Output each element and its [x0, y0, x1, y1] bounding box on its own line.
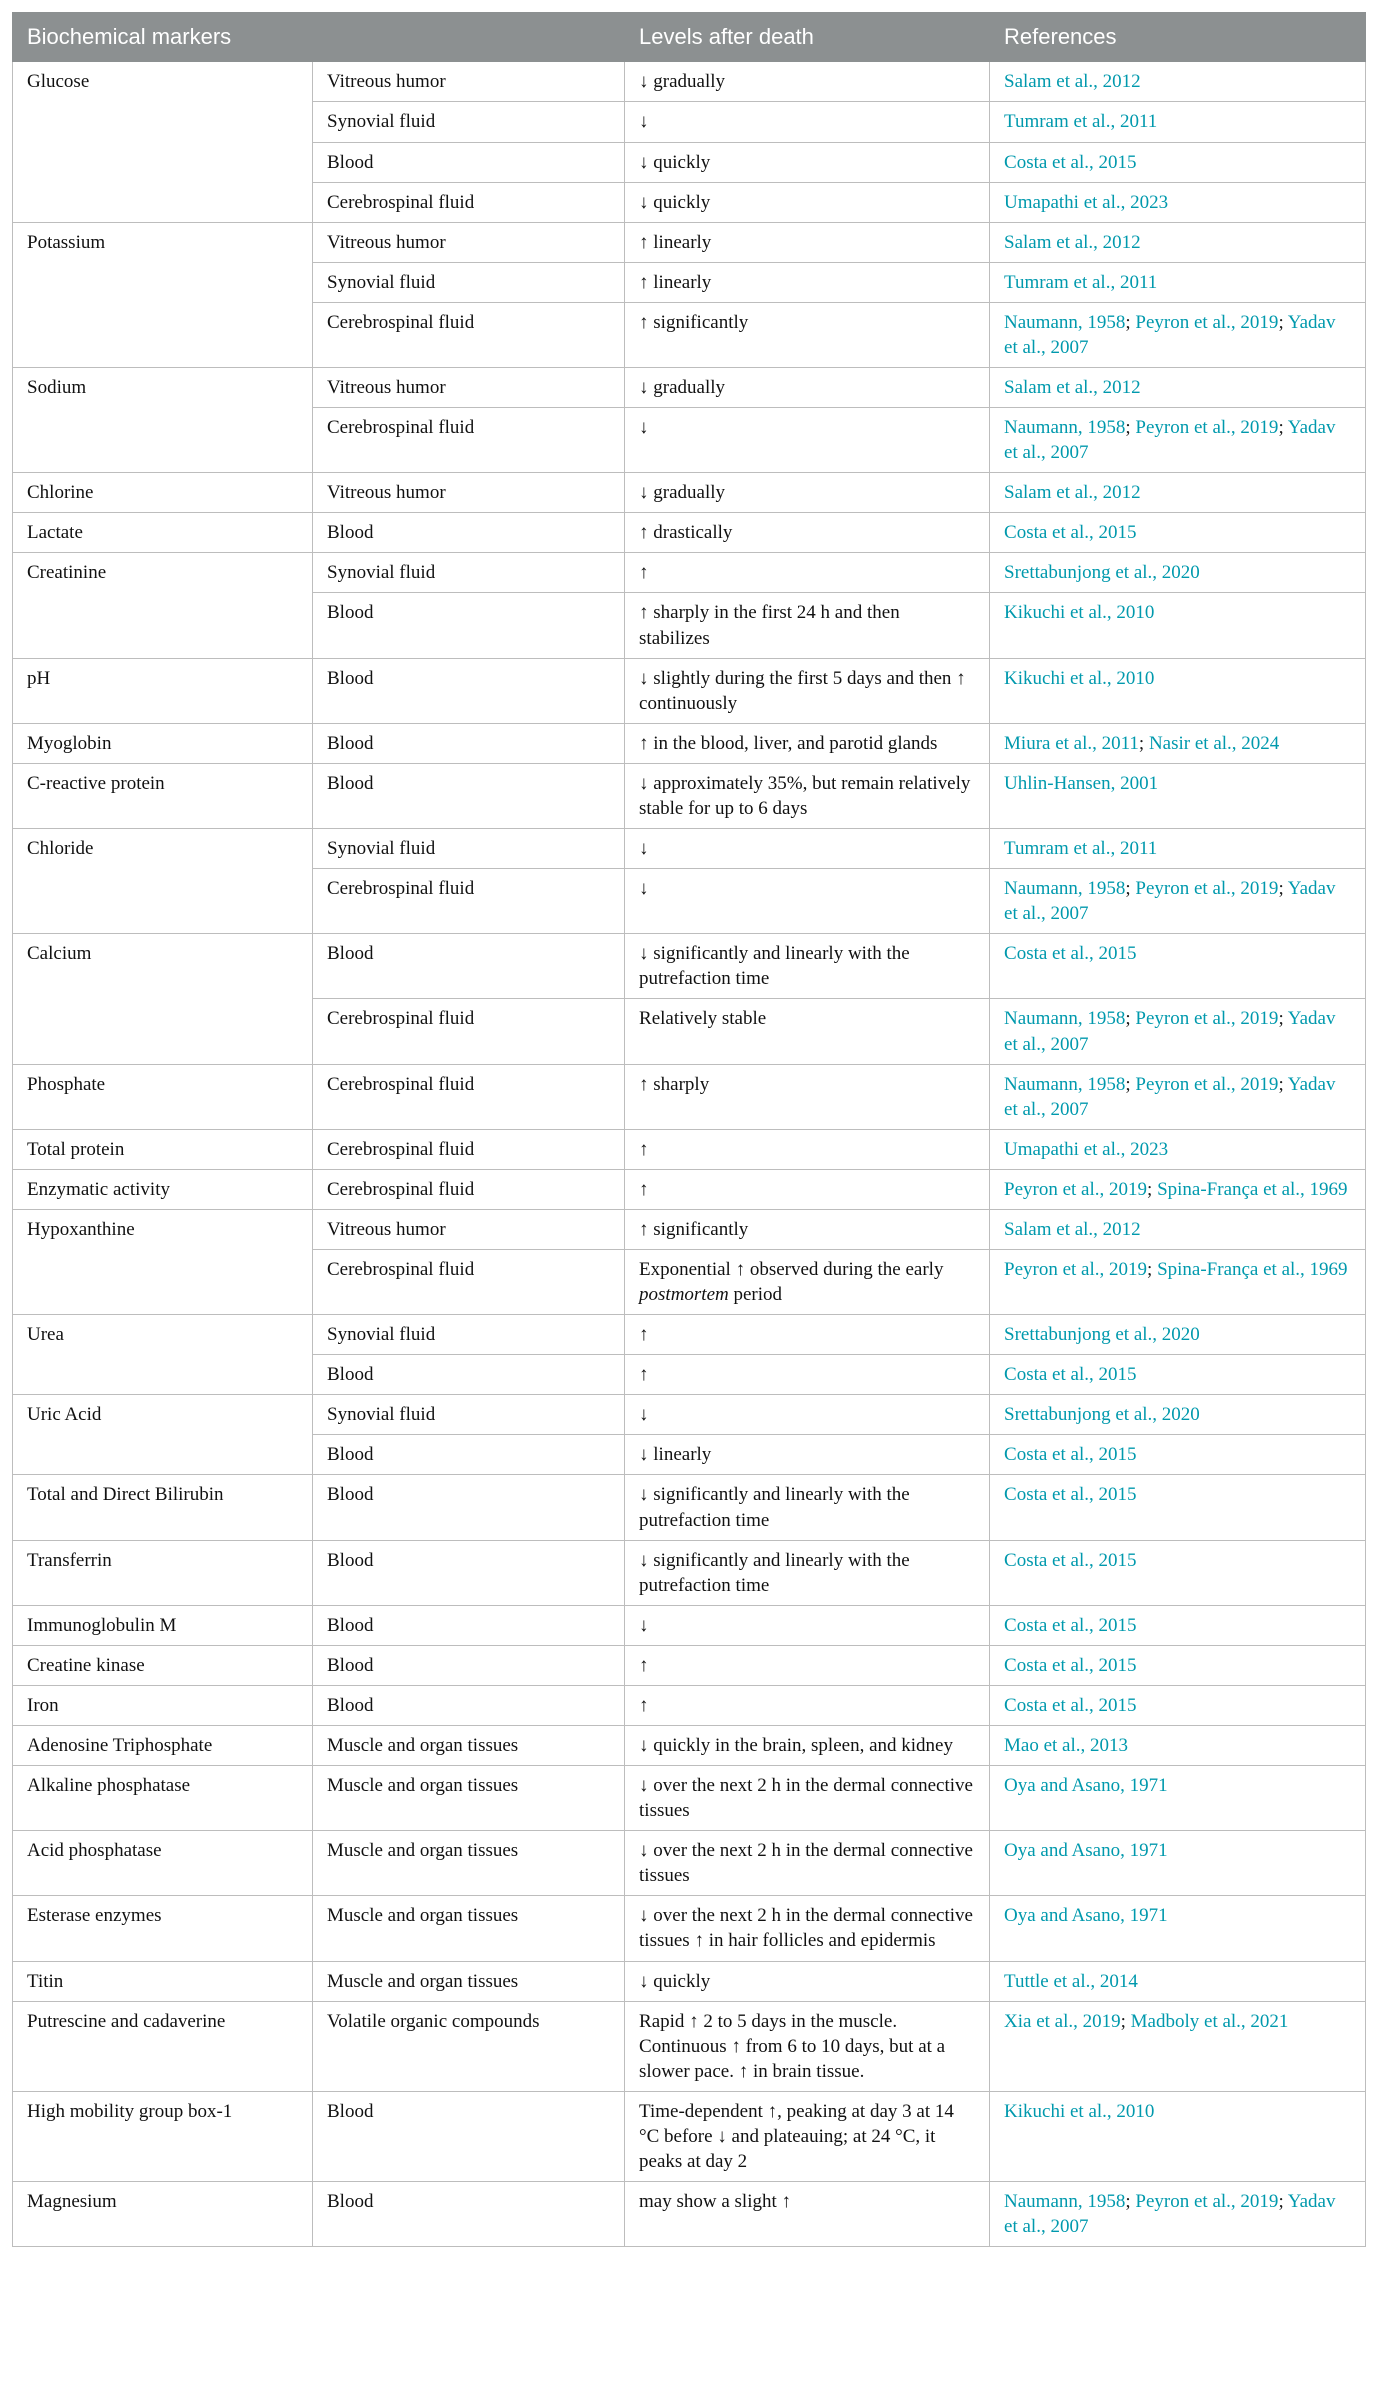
reference-link[interactable]: Peyron et al., 2019 — [1135, 311, 1279, 333]
reference-link[interactable]: Yadav et al., 2007 — [1004, 417, 1336, 464]
level-cell: ↑ — [625, 1355, 990, 1395]
reference-link[interactable]: Naumann, 1958 — [1004, 2191, 1126, 2213]
level-cell: ↓ — [625, 1605, 990, 1645]
table-row — [13, 1169, 1366, 1209]
level-cell — [625, 1249, 990, 1314]
reference-link[interactable]: Peyron et al., 2019 — [1135, 2191, 1279, 2213]
reference-link[interactable]: Oya and Asano, 1971 — [1004, 1775, 1168, 1797]
marker-cell: Titin — [13, 1961, 313, 2001]
fluid-cell: Blood — [313, 1540, 625, 1605]
table-row — [13, 934, 1366, 999]
reference-separator: ; — [1278, 417, 1288, 439]
reference-link[interactable]: Costa et al., 2015 — [1004, 1364, 1137, 1386]
reference-link[interactable]: Costa et al., 2015 — [1004, 151, 1137, 173]
fluid-cell: Volatile organic compounds — [313, 2001, 625, 2091]
reference-separator: ; — [1125, 878, 1136, 900]
level-cell: ↓ significantly and linearly with the putrefaction time — [625, 934, 990, 999]
reference-link[interactable]: Mao et al., 2013 — [1004, 1734, 1129, 1756]
fluid-cell: Blood — [313, 142, 625, 182]
header-references: References — [990, 13, 1366, 62]
fluid-cell: Muscle and organ tissues — [313, 1831, 625, 1896]
references-cell — [990, 829, 1366, 869]
reference-link[interactable]: Uhlin-Hansen, 2001 — [1004, 772, 1159, 794]
marker-cell: C-reactive protein — [13, 763, 313, 828]
table-row — [13, 2182, 1366, 2247]
reference-link[interactable]: Naumann, 1958 — [1004, 311, 1126, 333]
reference-link[interactable]: Miura et al., 2011 — [1004, 732, 1139, 754]
references-cell — [990, 1475, 1366, 1540]
fluid-cell: Blood — [313, 1605, 625, 1645]
fluid-cell: Synovial fluid — [313, 1315, 625, 1355]
marker-cell: Magnesium — [13, 2182, 313, 2247]
table-row — [13, 763, 1366, 828]
references-cell — [990, 302, 1366, 367]
reference-link[interactable]: Yadav et al., 2007 — [1004, 2191, 1336, 2238]
marker-cell: Urea — [13, 1315, 313, 1395]
fluid-cell: Cerebrospinal fluid — [313, 1129, 625, 1169]
level-cell: ↓ — [625, 1395, 990, 1435]
reference-separator: ; — [1125, 417, 1136, 439]
reference-separator: ; — [1125, 2191, 1136, 2213]
references-cell — [990, 1896, 1366, 1961]
references-cell — [990, 1315, 1366, 1355]
level-cell: ↓ — [625, 869, 990, 934]
fluid-cell: Blood — [313, 1685, 625, 1725]
table-row — [13, 658, 1366, 723]
marker-cell: Phosphate — [13, 1064, 313, 1129]
fluid-cell: Vitreous humor — [313, 1209, 625, 1249]
references-cell — [990, 869, 1366, 934]
reference-link[interactable]: Peyron et al., 2019 — [1004, 1178, 1148, 1200]
level-cell: ↓ approximately 35%, but remain relatively stable for up to 6 days — [625, 763, 990, 828]
reference-link[interactable]: Xia et al., 2019 — [1004, 2010, 1121, 2032]
reference-link[interactable]: Oya and Asano, 1971 — [1004, 1905, 1168, 1927]
marker-cell: High mobility group box-1 — [13, 2091, 313, 2181]
reference-link[interactable]: Spina-França et al., 1969 — [1157, 1258, 1348, 1280]
references-cell — [990, 2001, 1366, 2091]
references-cell — [990, 182, 1366, 222]
reference-link[interactable]: Salam et al., 2012 — [1004, 377, 1141, 399]
table-row — [13, 513, 1366, 553]
level-cell: ↑ linearly — [625, 222, 990, 262]
reference-link[interactable]: Costa et al., 2015 — [1004, 1694, 1137, 1716]
references-cell — [990, 2182, 1366, 2247]
reference-separator: ; — [1125, 1008, 1136, 1030]
fluid-cell: Synovial fluid — [313, 262, 625, 302]
fluid-cell: Blood — [313, 593, 625, 658]
fluid-cell: Synovial fluid — [313, 1395, 625, 1435]
fluid-cell: Blood — [313, 1475, 625, 1540]
references-cell — [990, 1064, 1366, 1129]
marker-cell: Acid phosphatase — [13, 1831, 313, 1896]
reference-separator: ; — [1138, 732, 1149, 754]
reference-link[interactable]: Tumram et al., 2011 — [1004, 111, 1158, 133]
level-cell: ↑ sharply — [625, 1064, 990, 1129]
reference-link[interactable]: Spina-França et al., 1969 — [1157, 1178, 1348, 1200]
reference-link[interactable]: Costa et al., 2015 — [1004, 1549, 1137, 1571]
references-cell — [990, 1435, 1366, 1475]
table-header — [13, 13, 1366, 62]
level-cell: Time-dependent ↑, peaking at day 3 at 14 °C before ↓ and plateauing; at 24 °C, it peaks at day 2 — [625, 2091, 990, 2181]
reference-link[interactable]: Salam et al., 2012 — [1004, 482, 1141, 504]
marker-cell: Hypoxanthine — [13, 1209, 313, 1314]
references-cell — [990, 999, 1366, 1064]
reference-link[interactable]: Kikuchi et al., 2010 — [1004, 667, 1155, 689]
header-biochemical-markers: Biochemical markers — [13, 13, 625, 62]
marker-cell: Enzymatic activity — [13, 1169, 313, 1209]
table-row — [13, 1725, 1366, 1765]
references-cell — [990, 1355, 1366, 1395]
fluid-cell: Blood — [313, 2182, 625, 2247]
reference-link[interactable]: Umapathi et al., 2023 — [1004, 191, 1169, 213]
level-cell: ↑ — [625, 1685, 990, 1725]
fluid-cell: Vitreous humor — [313, 368, 625, 408]
marker-cell: pH — [13, 658, 313, 723]
marker-cell: Esterase enzymes — [13, 1896, 313, 1961]
references-cell — [990, 1961, 1366, 2001]
level-cell: ↑ drastically — [625, 513, 990, 553]
fluid-cell: Synovial fluid — [313, 102, 625, 142]
fluid-cell: Cerebrospinal fluid — [313, 302, 625, 367]
table-row — [13, 1540, 1366, 1605]
fluid-cell: Cerebrospinal fluid — [313, 1064, 625, 1129]
references-cell — [990, 1540, 1366, 1605]
reference-separator: ; — [1278, 878, 1288, 900]
references-cell — [990, 1209, 1366, 1249]
reference-link[interactable]: Costa et al., 2015 — [1004, 943, 1137, 965]
reference-link[interactable]: Tumram et al., 2011 — [1004, 271, 1158, 293]
level-text: period — [728, 1284, 783, 1306]
table-row — [13, 1395, 1366, 1435]
level-cell: ↓ significantly and linearly with the putrefaction time — [625, 1540, 990, 1605]
reference-separator: ; — [1120, 2010, 1131, 2032]
level-cell: ↓ significantly and linearly with the putrefaction time — [625, 1475, 990, 1540]
reference-link[interactable]: Peyron et al., 2019 — [1135, 878, 1279, 900]
reference-separator: ; — [1147, 1258, 1158, 1280]
level-cell: ↓ quickly — [625, 182, 990, 222]
reference-link[interactable]: Costa et al., 2015 — [1004, 1444, 1137, 1466]
fluid-cell: Vitreous humor — [313, 222, 625, 262]
fluid-cell: Cerebrospinal fluid — [313, 869, 625, 934]
marker-cell: Creatinine — [13, 553, 313, 658]
references-cell — [990, 1395, 1366, 1435]
fluid-cell: Blood — [313, 934, 625, 999]
reference-link[interactable]: Costa et al., 2015 — [1004, 1484, 1137, 1506]
references-cell — [990, 1831, 1366, 1896]
fluid-cell: Cerebrospinal fluid — [313, 1169, 625, 1209]
reference-link[interactable]: Naumann, 1958 — [1004, 878, 1126, 900]
reference-link[interactable]: Tumram et al., 2011 — [1004, 838, 1158, 860]
level-cell: ↑ significantly — [625, 1209, 990, 1249]
level-cell: ↑ — [625, 553, 990, 593]
biochemical-markers-table — [12, 12, 1366, 2247]
reference-link[interactable]: Madboly et al., 2021 — [1130, 2010, 1289, 2032]
level-cell: ↑ significantly — [625, 302, 990, 367]
table-row — [13, 1475, 1366, 1540]
reference-separator: ; — [1278, 2191, 1288, 2213]
fluid-cell: Blood — [313, 513, 625, 553]
reference-link[interactable]: Peyron et al., 2019 — [1135, 1008, 1279, 1030]
table-row — [13, 2091, 1366, 2181]
references-cell — [990, 1169, 1366, 1209]
reference-link[interactable]: Peyron et al., 2019 — [1135, 1073, 1279, 1095]
references-cell — [990, 593, 1366, 658]
fluid-cell: Synovial fluid — [313, 553, 625, 593]
marker-cell: Myoglobin — [13, 723, 313, 763]
marker-cell: Glucose — [13, 62, 313, 222]
reference-separator: ; — [1125, 1073, 1136, 1095]
table-row — [13, 1896, 1366, 1961]
table-row — [13, 473, 1366, 513]
level-text: Exponential ↑ observed during the early — [639, 1258, 944, 1280]
marker-cell: Immunoglobulin M — [13, 1605, 313, 1645]
references-cell — [990, 658, 1366, 723]
references-cell — [990, 102, 1366, 142]
level-cell: ↑ linearly — [625, 262, 990, 302]
level-cell: ↑ — [625, 1169, 990, 1209]
marker-cell: Total protein — [13, 1129, 313, 1169]
reference-separator: ; — [1125, 311, 1136, 333]
references-cell — [990, 513, 1366, 553]
reference-link[interactable]: Yadav et al., 2007 — [1004, 311, 1336, 358]
references-cell — [990, 473, 1366, 513]
level-cell: Relatively stable — [625, 999, 990, 1064]
marker-cell: Chlorine — [13, 473, 313, 513]
references-cell — [990, 723, 1366, 763]
fluid-cell: Blood — [313, 1435, 625, 1475]
references-cell — [990, 1766, 1366, 1831]
fluid-cell: Blood — [313, 658, 625, 723]
fluid-cell: Cerebrospinal fluid — [313, 408, 625, 473]
fluid-cell: Vitreous humor — [313, 473, 625, 513]
reference-link[interactable]: Peyron et al., 2019 — [1135, 417, 1279, 439]
reference-link[interactable]: Costa et al., 2015 — [1004, 1614, 1137, 1636]
references-cell — [990, 1249, 1366, 1314]
reference-link[interactable]: Costa et al., 2015 — [1004, 522, 1137, 544]
fluid-cell: Muscle and organ tissues — [313, 1725, 625, 1765]
level-cell: ↓ over the next 2 h in the dermal connective tissues — [625, 1766, 990, 1831]
fluid-cell: Blood — [313, 1645, 625, 1685]
references-cell — [990, 142, 1366, 182]
level-cell: ↑ in the blood, liver, and parotid glands — [625, 723, 990, 763]
table-row — [13, 1064, 1366, 1129]
level-cell: ↓ — [625, 829, 990, 869]
references-cell — [990, 368, 1366, 408]
table-body — [13, 62, 1366, 2247]
level-cell: ↓ quickly — [625, 142, 990, 182]
references-cell — [990, 553, 1366, 593]
table-row — [13, 62, 1366, 102]
table-row — [13, 2001, 1366, 2091]
level-cell: ↑ — [625, 1315, 990, 1355]
header-levels-after-death: Levels after death — [625, 13, 990, 62]
level-cell: may show a slight ↑ — [625, 2182, 990, 2247]
references-cell — [990, 262, 1366, 302]
level-cell: ↓ — [625, 102, 990, 142]
table-row — [13, 553, 1366, 593]
reference-link[interactable]: Peyron et al., 2019 — [1004, 1258, 1148, 1280]
fluid-cell: Muscle and organ tissues — [313, 1896, 625, 1961]
references-cell — [990, 222, 1366, 262]
marker-cell: Sodium — [13, 368, 313, 473]
marker-cell: Adenosine Triphosphate — [13, 1725, 313, 1765]
references-cell — [990, 2091, 1366, 2181]
marker-cell: Putrescine and cadaverine — [13, 2001, 313, 2091]
fluid-cell: Cerebrospinal fluid — [313, 999, 625, 1064]
marker-cell: Chloride — [13, 829, 313, 934]
references-cell — [990, 934, 1366, 999]
level-cell: ↑ sharply in the first 24 h and then stabilizes — [625, 593, 990, 658]
reference-separator: ; — [1278, 1008, 1288, 1030]
reference-separator: ; — [1278, 311, 1288, 333]
table-row — [13, 1685, 1366, 1725]
reference-link[interactable]: Srettabunjong et al., 2020 — [1004, 1404, 1200, 1426]
marker-cell: Total and Direct Bilirubin — [13, 1475, 313, 1540]
reference-link[interactable]: Naumann, 1958 — [1004, 1073, 1126, 1095]
level-cell: ↓ gradually — [625, 368, 990, 408]
table-row — [13, 723, 1366, 763]
marker-cell: Creatine kinase — [13, 1645, 313, 1685]
reference-link[interactable]: Salam et al., 2012 — [1004, 231, 1141, 253]
level-cell: ↓ linearly — [625, 1435, 990, 1475]
reference-link[interactable]: Umapathi et al., 2023 — [1004, 1138, 1169, 1160]
level-cell: ↑ — [625, 1645, 990, 1685]
reference-link[interactable]: Srettabunjong et al., 2020 — [1004, 562, 1200, 584]
reference-link[interactable]: Costa et al., 2015 — [1004, 1654, 1137, 1676]
reference-link[interactable]: Kikuchi et al., 2010 — [1004, 2100, 1155, 2122]
level-cell: ↓ gradually — [625, 62, 990, 102]
level-cell: ↓ gradually — [625, 473, 990, 513]
table-row — [13, 368, 1366, 408]
header-row — [13, 13, 1366, 62]
reference-link[interactable]: Yadav et al., 2007 — [1004, 1008, 1336, 1055]
marker-cell: Uric Acid — [13, 1395, 313, 1475]
reference-link[interactable]: Naumann, 1958 — [1004, 417, 1126, 439]
reference-separator: ; — [1147, 1178, 1158, 1200]
level-cell: ↑ — [625, 1129, 990, 1169]
level-cell: ↓ over the next 2 h in the dermal connective tissues ↑ in hair follicles and epidermis — [625, 1896, 990, 1961]
references-cell — [990, 763, 1366, 828]
fluid-cell: Muscle and organ tissues — [313, 1766, 625, 1831]
reference-link[interactable]: Yadav et al., 2007 — [1004, 1073, 1336, 1120]
level-cell: ↓ quickly in the brain, spleen, and kidney — [625, 1725, 990, 1765]
level-cell: ↓ slightly during the first 5 days and then ↑ continuously — [625, 658, 990, 723]
reference-link[interactable]: Yadav et al., 2007 — [1004, 878, 1336, 925]
level-cell: ↓ — [625, 408, 990, 473]
reference-link[interactable]: Naumann, 1958 — [1004, 1008, 1126, 1030]
table-row — [13, 1831, 1366, 1896]
table-row — [13, 1645, 1366, 1685]
table-row — [13, 1961, 1366, 2001]
marker-cell: Calcium — [13, 934, 313, 1064]
references-cell — [990, 1685, 1366, 1725]
references-cell — [990, 1645, 1366, 1685]
marker-cell: Iron — [13, 1685, 313, 1725]
references-cell — [990, 408, 1366, 473]
reference-link[interactable]: Oya and Asano, 1971 — [1004, 1840, 1168, 1862]
fluid-cell: Blood — [313, 723, 625, 763]
reference-link[interactable]: Srettabunjong et al., 2020 — [1004, 1324, 1200, 1346]
level-cell: ↓ quickly — [625, 1961, 990, 2001]
table-row — [13, 829, 1366, 869]
table-row — [13, 1315, 1366, 1355]
level-text-italic: postmortem — [639, 1284, 729, 1306]
marker-cell: Alkaline phosphatase — [13, 1766, 313, 1831]
references-cell — [990, 1605, 1366, 1645]
marker-cell: Potassium — [13, 222, 313, 367]
marker-cell: Transferrin — [13, 1540, 313, 1605]
references-cell — [990, 62, 1366, 102]
fluid-cell: Blood — [313, 1355, 625, 1395]
reference-separator: ; — [1278, 1073, 1288, 1095]
fluid-cell: Cerebrospinal fluid — [313, 182, 625, 222]
fluid-cell: Cerebrospinal fluid — [313, 1249, 625, 1314]
fluid-cell: Synovial fluid — [313, 829, 625, 869]
fluid-cell: Blood — [313, 2091, 625, 2181]
fluid-cell: Muscle and organ tissues — [313, 1961, 625, 2001]
table-row — [13, 1766, 1366, 1831]
reference-link[interactable]: Salam et al., 2012 — [1004, 1218, 1141, 1240]
fluid-cell: Vitreous humor — [313, 62, 625, 102]
references-cell — [990, 1129, 1366, 1169]
reference-link[interactable]: Salam et al., 2012 — [1004, 71, 1141, 93]
table-row — [13, 1605, 1366, 1645]
level-cell: Rapid ↑ 2 to 5 days in the muscle. Continuous ↑ from 6 to 10 days, but at a slower pace. ↑ in brain tissue. — [625, 2001, 990, 2091]
reference-link[interactable]: Nasir et al., 2024 — [1148, 732, 1280, 754]
fluid-cell: Blood — [313, 763, 625, 828]
table-row — [13, 1209, 1366, 1249]
references-cell — [990, 1725, 1366, 1765]
table-row — [13, 1129, 1366, 1169]
reference-link[interactable]: Kikuchi et al., 2010 — [1004, 602, 1155, 624]
marker-cell: Lactate — [13, 513, 313, 553]
table-row — [13, 222, 1366, 262]
reference-link[interactable]: Tuttle et al., 2014 — [1004, 1970, 1138, 1992]
level-cell: ↓ over the next 2 h in the dermal connective tissues — [625, 1831, 990, 1896]
